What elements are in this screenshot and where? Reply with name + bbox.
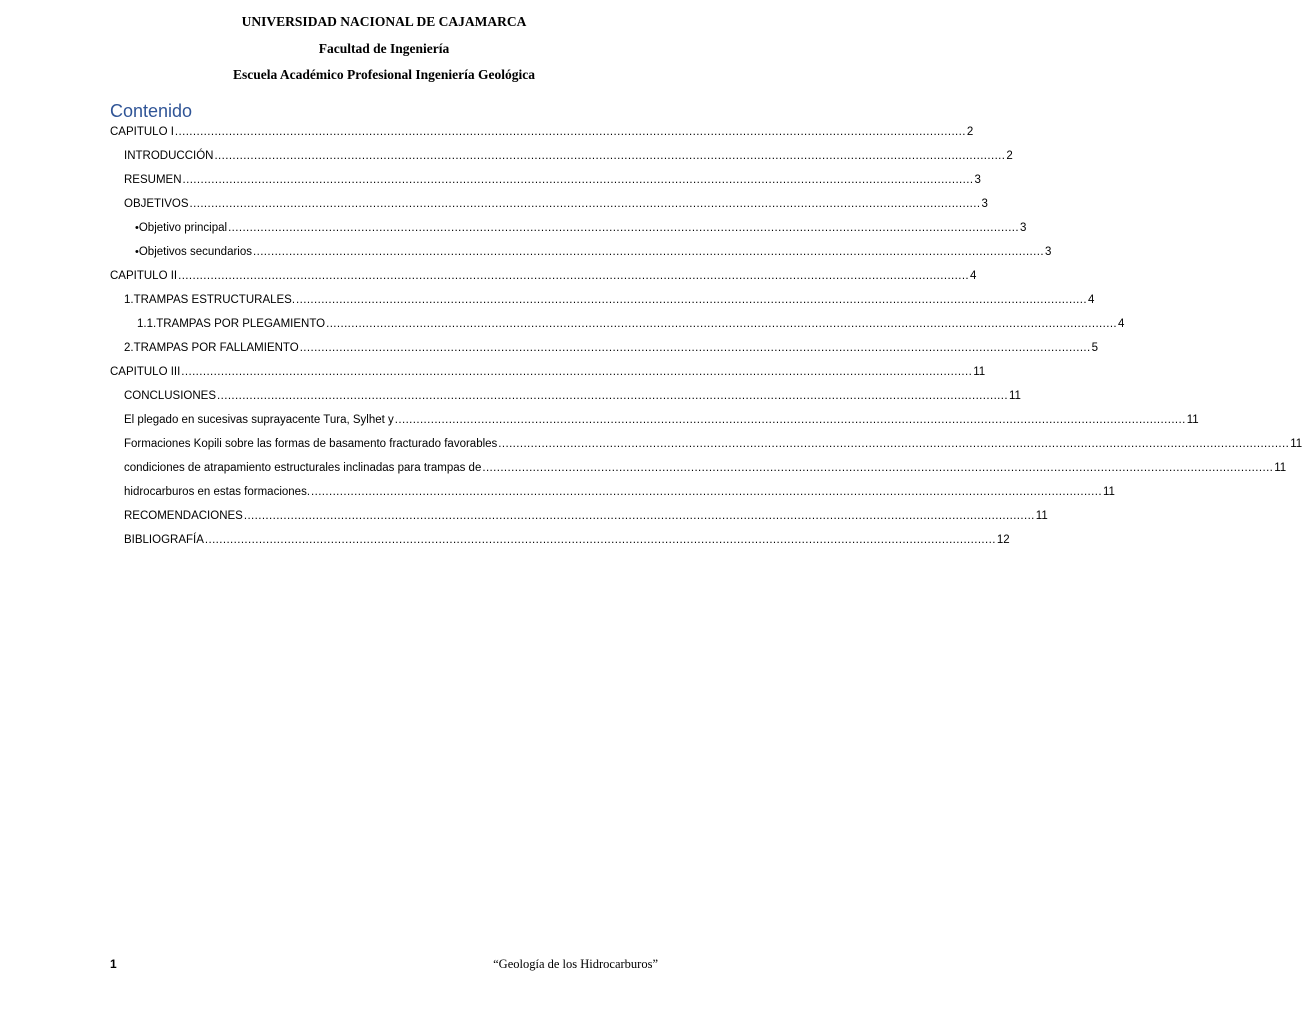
toc-entry-page: 11: [1035, 510, 1048, 522]
toc-entry[interactable]: [110, 222, 1027, 238]
toc-entry-label: TRAMPAS POR PLEGAMIENTO: [156, 318, 326, 330]
dot-leader: ............................................................................................................................................................................................................................: [326, 318, 1118, 330]
dot-leader: ............................................................................................................................................................................................................................: [204, 534, 996, 546]
toc-entry[interactable]: [110, 318, 1125, 334]
toc-entry[interactable]: [110, 174, 981, 190]
toc-entry-page: 11: [1290, 438, 1302, 450]
toc-entry-page: 4: [970, 270, 977, 282]
toc-entry-page: 11: [1186, 414, 1199, 426]
toc-entry[interactable]: [110, 150, 1013, 166]
university-name: UNIVERSIDAD NACIONAL DE CAJAMARCA: [241, 14, 527, 29]
toc-entry-label: CAPITULO II: [110, 270, 178, 282]
toc-entry-number: 2.: [124, 342, 134, 354]
toc-entry[interactable]: [110, 342, 1099, 358]
toc-entry-label: Formaciones Kopili sobre las formas de basamento fracturado favorables: [124, 438, 498, 450]
toc-entry-page: 3: [1044, 246, 1052, 258]
toc-entry-page: 4: [1118, 318, 1125, 330]
dot-leader: ............................................................................................................................................................................................................................: [181, 366, 973, 378]
toc-entry[interactable]: [110, 246, 1052, 262]
running-title: “Geología de los Hidrocarburos”: [493, 957, 658, 971]
dot-leader: ............................................................................................................................................................................................................................: [311, 486, 1102, 498]
toc-entry-page: 2: [1006, 150, 1013, 162]
toc-entry-page: 11: [1274, 462, 1287, 474]
toc-entry[interactable]: [110, 198, 988, 214]
toc-entry-label: CAPITULO III: [110, 366, 181, 378]
toc-entry-page: 3: [1020, 222, 1027, 234]
toc-entry[interactable]: [110, 270, 977, 286]
page-number: 1: [110, 957, 117, 971]
toc-entry-page: 4: [1087, 294, 1095, 306]
toc-entry[interactable]: [110, 414, 1199, 430]
toc-entry[interactable]: [110, 366, 986, 382]
toc-entry[interactable]: [110, 462, 1287, 478]
school-name: Escuela Académico Profesional Ingeniería Geológica: [233, 67, 535, 82]
toc-entry-label: RESUMEN: [124, 174, 182, 186]
toc-entry-label: Objetivo principal: [138, 222, 228, 234]
toc-entry-page: 12: [996, 534, 1010, 546]
dot-leader: ............................................................................................................................................................................................................................: [243, 510, 1035, 522]
dot-leader: ............................................................................................................................................................................................................................: [253, 246, 1044, 258]
dot-leader: ............................................................................................................................................................................................................................: [174, 126, 966, 138]
toc-entry-page: 5: [1091, 342, 1099, 354]
toc-title: Contenido: [110, 101, 193, 121]
toc-entry-label: INTRODUCCIÓN: [124, 150, 214, 162]
toc-entry-label: OBJETIVOS: [124, 198, 189, 210]
toc-entry-page: 3: [981, 198, 988, 210]
dot-leader: ............................................................................................................................................................................................................................: [498, 438, 1290, 450]
toc-entry[interactable]: [110, 510, 1048, 526]
toc-entry[interactable]: [110, 126, 974, 142]
dot-leader: ............................................................................................................................................................................................................................: [299, 342, 1091, 354]
dot-leader: ............................................................................................................................................................................................................................: [178, 270, 970, 282]
toc-entry-label: Objetivos secundarios: [138, 246, 253, 258]
toc-entry-number: 1.1.: [137, 318, 157, 330]
bullet-icon: •: [135, 222, 139, 234]
toc-entry-label: hidrocarburos en estas formaciones.: [124, 486, 311, 498]
toc-entry-page: 3: [974, 174, 981, 186]
toc-entry[interactable]: [110, 390, 1021, 406]
bullet-icon: •: [135, 246, 139, 258]
toc-entry[interactable]: [110, 294, 1095, 310]
dot-leader: ............................................................................................................................................................................................................................: [394, 414, 1186, 426]
toc-entry[interactable]: [110, 534, 1010, 550]
toc-entry-page: 2: [966, 126, 974, 138]
toc-entry-label: RECOMENDACIONES: [124, 510, 243, 522]
toc-entry-number: 1.: [124, 294, 134, 306]
toc-entry-label: CAPITULO I: [110, 126, 174, 138]
toc-entry-label: BIBLIOGRAFÍA: [124, 534, 204, 546]
toc-entry[interactable]: [110, 438, 1302, 454]
toc-entry-page: 11: [1102, 486, 1115, 498]
dot-leader: ............................................................................................................................................................................................................................: [182, 174, 974, 186]
toc-entry-label: condiciones de atrapamiento estructurales inclinadas para trampas de: [124, 462, 482, 474]
toc-entry-page: 11: [973, 366, 986, 378]
faculty-name: Facultad de Ingeniería: [318, 41, 450, 56]
toc-entry-label: TRAMPAS POR FALLAMIENTO: [133, 342, 299, 354]
toc-entry-label: CONCLUSIONES: [124, 390, 217, 402]
dot-leader: ............................................................................................................................................................................................................................: [296, 294, 1087, 306]
dot-leader: ............................................................................................................................................................................................................................: [217, 390, 1008, 402]
toc-entry-label: El plegado en sucesivas suprayacente Tura, Sylhet y: [124, 414, 394, 426]
toc-entry-page: 11: [1008, 390, 1021, 402]
dot-leader: ............................................................................................................................................................................................................................: [482, 462, 1274, 474]
toc-entry[interactable]: [110, 486, 1115, 502]
dot-leader: ............................................................................................................................................................................................................................: [214, 150, 1006, 162]
dot-leader: ............................................................................................................................................................................................................................: [228, 222, 1019, 234]
dot-leader: ............................................................................................................................................................................................................................: [189, 198, 981, 210]
toc-entry-label: TRAMPAS ESTRUCTURALES.: [133, 294, 296, 306]
